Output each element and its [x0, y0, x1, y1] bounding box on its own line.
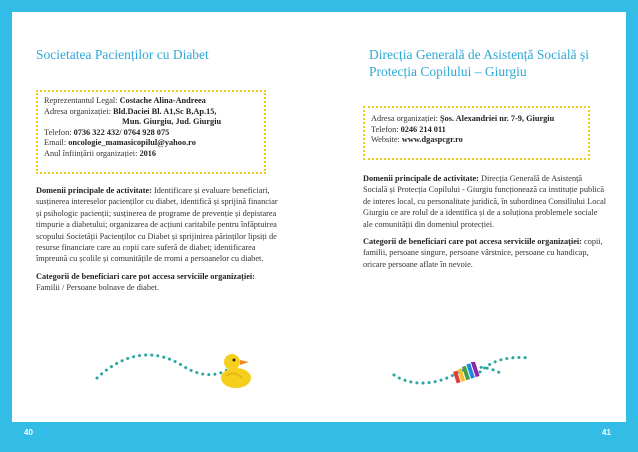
right-page-number: 41: [602, 428, 611, 437]
year-label: Anul înființării organizației:: [44, 148, 140, 158]
address-label: Adresa organizației:: [44, 106, 113, 116]
right-title-line-1: Direcția Generală de Asistență Socială și: [369, 47, 590, 62]
right-activity-label: Domenii principale de activitate:: [363, 174, 481, 183]
right-phone-label: Telefon:: [371, 124, 401, 134]
left-activity-label: Domenii principale de activitate:: [36, 186, 154, 195]
phone-row: [44, 128, 258, 139]
right-web-label: Website:: [371, 135, 402, 145]
frame-right: [626, 0, 638, 452]
rep-value: Costache Alina-Andreea: [119, 96, 206, 105]
rep-row: [44, 96, 258, 107]
right-web-row: [371, 135, 582, 146]
frame-bottom: [0, 422, 638, 452]
right-web-value: www.dgaspcgr.ro: [401, 135, 463, 145]
left-body: [36, 185, 280, 300]
right-phone-value: 0246 214 011: [400, 124, 446, 134]
address-row-2: [44, 117, 258, 128]
right-contact-box: [363, 106, 590, 160]
left-beneficiaries-paragraph: [36, 271, 280, 294]
left-activity-text: Identificare și evaluare beneficiari, susținerea intereselor pacienților cu diabet, identifică și sprijină financiar și psihologic pacienții; susținerea de programe de prevenție și depistarea timpurie a diabetului; organizarea de acțiuni caritabile pentru înfăptuirea scopului Societății Pacienților cu Diabet și sprijinirea părinților lipsiți de resurse financiare care au copii care suferă de diabet; identificarea împreună cu școlile și comunitățile de rromi a persoanelor cu diabet.: [36, 186, 278, 264]
right-beneficiaries-label: Categorii de beneficiari care pot accesa serviciile organizației:: [363, 237, 582, 247]
phone-label: Telefon:: [44, 127, 74, 137]
left-activity-paragraph: [36, 185, 280, 265]
address-value-1: Bld.Daciei Bl. A1,Sc B,Ap.15,: [112, 106, 217, 116]
year-row: [44, 149, 258, 160]
address-value-2: Mun. Giurgiu, Jud. Giurgiu: [122, 117, 222, 127]
left-page-number: 40: [24, 428, 33, 437]
right-address-row: [371, 114, 582, 125]
left-beneficiaries-text: Familii / Persoane bolnave de diabet.: [36, 283, 160, 293]
right-title-line-2: Protecția Copilului – Giurgiu: [369, 64, 527, 79]
right-dotted-path-tail: [478, 350, 534, 378]
duck-icon: [218, 350, 254, 390]
right-activity-paragraph: [363, 173, 607, 230]
frame-left: [0, 0, 12, 452]
right-beneficiaries-text: copii, familii, persoane singure, persoane vârstnice, persoane cu handicap, oricare persoane aflate în nevoie.: [363, 237, 603, 269]
email-label: Email:: [44, 138, 69, 148]
address-row: [44, 107, 258, 118]
right-body: [363, 173, 607, 276]
right-beneficiaries-paragraph: [363, 236, 607, 270]
left-page-title: Societatea Pacienților cu Diabet: [36, 47, 209, 62]
left-beneficiaries-label: Categorii de beneficiari care pot accesa serviciile organizației:: [36, 271, 255, 281]
email-row: [44, 138, 258, 149]
email-value: oncologie_mamasicopilul@yahoo.ro: [68, 138, 196, 148]
right-page-title: [369, 46, 589, 80]
xylophone-toy-icon: [452, 362, 480, 384]
left-contact-box: [36, 90, 266, 174]
right-address-label: Adresa organizației:: [371, 114, 440, 123]
year-value: 2016: [139, 148, 157, 158]
right-address-value: Șos. Alexandriei nr. 7-9, Giurgiu: [439, 114, 555, 123]
right-phone-row: [371, 125, 582, 136]
right-activity-text: Direcția Generală de Asistență Socială și Protecția Copilului - Giurgiu funcționează ca instituție publică de interes local, cu personalitate juridică, în subordinea Consiliului Local Giurgiu ce are rolul de a identifica și de a soluționa problemele sociale ale comunității din domeniul protecției.: [363, 174, 607, 229]
rep-label: Reprezentantul Legal:: [44, 96, 120, 105]
phone-value: 0736 322 432/ 0764 928 075: [73, 127, 170, 137]
frame-top: [0, 0, 638, 12]
